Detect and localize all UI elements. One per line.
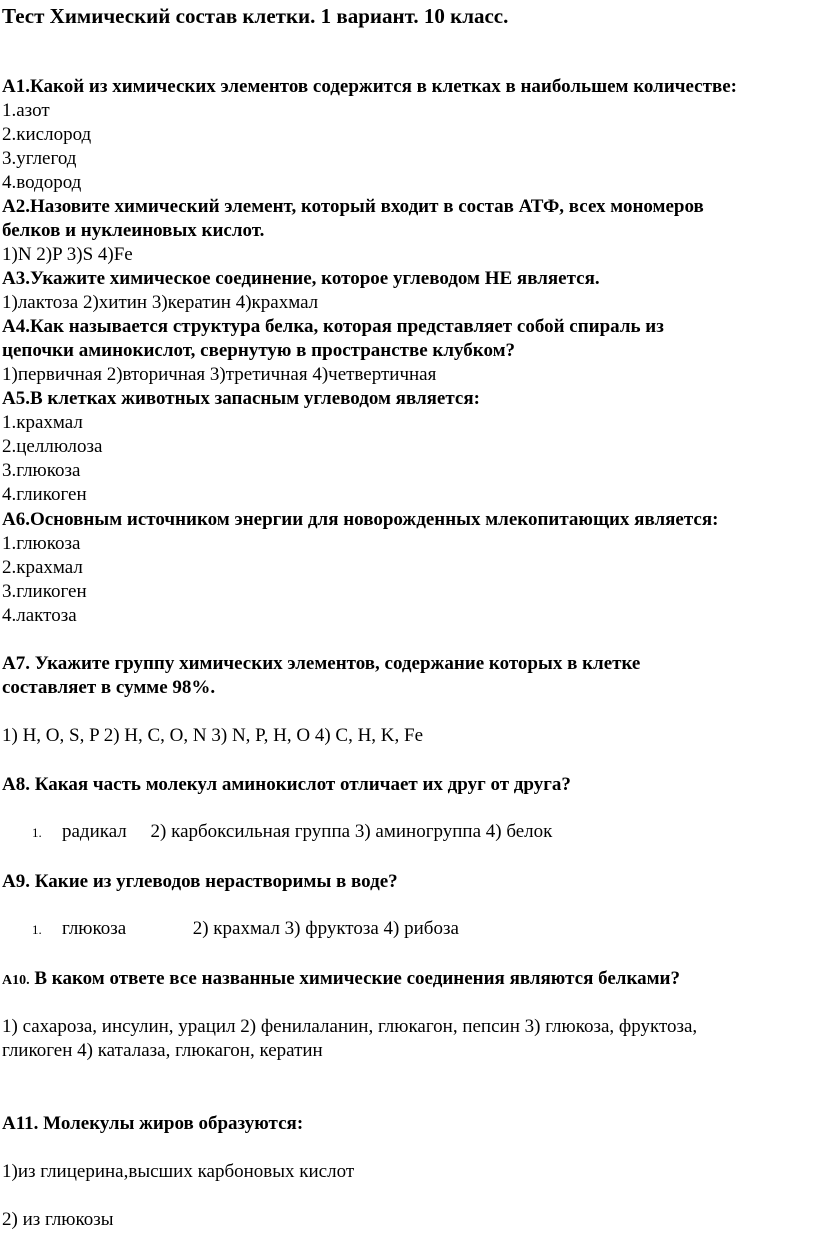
question-a6-option-1: 1.глюкоза: [2, 533, 81, 554]
question-a9-answers: глюкоза 2) крахмал 3) фруктоза 4) рибоза: [62, 918, 459, 939]
question-a1-heading: А1.Какой из химических элементов содержится в клетках в наибольшем количестве:: [2, 76, 737, 97]
question-a6-option-3: 3.гликоген: [2, 581, 87, 602]
question-a8-answers: радикал 2) карбоксильная группа 3) аминогруппа 4) белок: [62, 821, 553, 842]
question-a4-heading-line2: цепочки аминокислот, свернутую в пространстве клубком?: [2, 340, 516, 361]
question-a10-text: В каком ответе все названные химические соединения являются белками?: [29, 968, 680, 989]
question-a5-option-2: 2.целлюлоза: [2, 436, 103, 457]
question-a2-answers: 1)N 2)P 3)S 4)Fe: [2, 244, 133, 265]
question-a9-heading: А9. Какие из углеводов нерастворимы в воде?: [2, 871, 398, 892]
question-a7-heading-line1: А7. Укажите группу химических элементов, содержание которых в клетке: [2, 653, 641, 674]
question-a11-option-1: 1)из глицерина,высших карбоновых кислот: [2, 1161, 355, 1182]
question-a1-option-2: 2.кислород: [2, 124, 92, 145]
question-a6-option-2: 2.крахмал: [2, 557, 83, 578]
question-a4-answers: 1)первичная 2)вторичная 3)третичная 4)четвертичная: [2, 364, 437, 385]
question-a7-heading-line2: составляет в сумме 98%.: [2, 677, 216, 698]
question-a10-answers-line1: 1) сахароза, инсулин, урацил 2) фенилаланин, глюкагон, пепсин 3) глюкоза, фруктоза,: [2, 1016, 698, 1037]
question-a5-heading: А5.В клетках животных запасным углеводом является:: [2, 388, 480, 409]
question-a11-option-2: 2) из глюкозы: [2, 1209, 114, 1230]
question-a5-option-1: 1.крахмал: [2, 412, 83, 433]
question-a7-answers: 1) H, O, S, P 2) H, C, O, N 3) N, P, H, O 4) C, H, K, Fe: [2, 725, 424, 746]
question-a2-heading-line1: А2.Назовите химический элемент, который входит в состав АТФ, всех мономеров: [2, 196, 704, 217]
question-a4-heading-line1: А4.Как называется структура белка, которая представляет собой спираль из: [2, 316, 664, 337]
question-a3-answers: 1)лактоза 2)хитин 3)кератин 4)крахмал: [2, 292, 319, 313]
question-a9-list-number: 1.: [32, 922, 42, 937]
question-a3-heading: А3.Укажите химическое соединение, которое углеводом НЕ является.: [2, 268, 600, 289]
question-a6-heading: А6.Основным источником энергии для новорожденных млекопитающих является:: [2, 509, 719, 530]
question-a1-option-3: 3.углегод: [2, 148, 77, 169]
question-a5-option-3: 3.глюкоза: [2, 460, 81, 481]
question-a6-option-4: 4.лактоза: [2, 605, 77, 626]
question-a11-heading: А11. Молекулы жиров образуются:: [2, 1113, 304, 1134]
question-a8-list-number: 1.: [32, 825, 42, 840]
question-a5-option-4: 4.гликоген: [2, 484, 87, 505]
question-a1-option-4: 4.водород: [2, 172, 82, 193]
question-a10-heading: [2, 967, 680, 993]
question-a10-label: А10.: [2, 973, 30, 988]
question-a8-heading: А8. Какая часть молекул аминокислот отличает их друг от друга?: [2, 774, 571, 795]
question-a1-option-1: 1.азот: [2, 100, 50, 121]
question-a10-answers-line2: гликоген 4) каталаза, глюкагон, кератин: [2, 1040, 323, 1061]
question-a2-heading-line2: белков и нуклеиновых кислот.: [2, 220, 265, 241]
page-title: Тест Химический состав клетки. 1 вариант. 10 класс.: [2, 4, 509, 28]
